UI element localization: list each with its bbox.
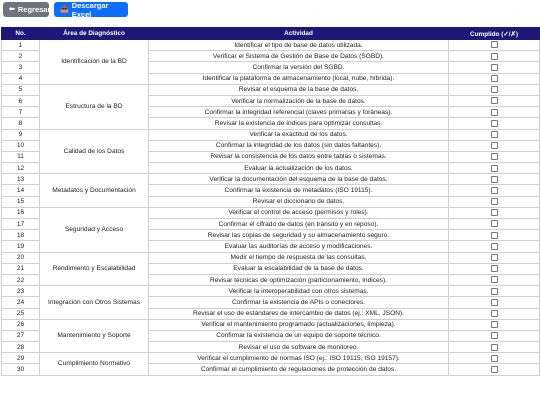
row-number: 15	[2, 196, 40, 207]
completed-cell	[449, 174, 540, 185]
header-completed: Cumplido (✓/✗)	[449, 28, 540, 40]
arrow-left-icon: ⬅	[9, 6, 15, 13]
row-number: 19	[2, 241, 40, 252]
row-number: 7	[2, 107, 40, 118]
diagnostic-area: Identificación de la BD	[40, 40, 149, 85]
activity-cell: Evaluar las auditorías de acceso y modificaciones.	[149, 241, 449, 252]
completed-checkbox[interactable]	[491, 254, 498, 261]
completed-checkbox[interactable]	[491, 366, 498, 373]
diagnostic-area: Seguridad y Acceso	[40, 207, 149, 252]
header-no: No.	[2, 28, 40, 40]
activity-cell: Confirmar la versión del SGBD.	[149, 62, 449, 73]
completed-cell	[449, 107, 540, 118]
row-number: 4	[2, 73, 40, 84]
spreadsheet-icon: 📥	[60, 6, 69, 13]
header-area: Área de Diagnóstico	[40, 28, 149, 40]
row-number: 25	[2, 308, 40, 319]
table-row	[2, 319, 540, 330]
diagnostic-checklist-table	[1, 27, 540, 376]
completed-checkbox[interactable]	[491, 64, 498, 71]
table-row	[2, 174, 540, 185]
row-number: 26	[2, 319, 40, 330]
activity-cell: Verificar la exactitud de los datos.	[149, 129, 449, 140]
completed-cell	[449, 241, 540, 252]
completed-checkbox[interactable]	[491, 97, 498, 104]
completed-checkbox[interactable]	[491, 109, 498, 116]
row-number: 30	[2, 364, 40, 375]
completed-cell	[449, 95, 540, 106]
completed-checkbox[interactable]	[491, 209, 498, 216]
activity-cell: Evaluar la escalabilidad de la base de datos.	[149, 263, 449, 274]
activity-cell: Revisar el uso de estándares de intercambio de datos (ej.: XML, JSON).	[149, 308, 449, 319]
table-row	[2, 84, 540, 95]
activity-cell: Confirmar el cumplimiento de regulaciones de protección de datos.	[149, 364, 449, 375]
completed-cell	[449, 342, 540, 353]
activity-cell: Confirmar la existencia de metadatos (ISO 19115).	[149, 185, 449, 196]
diagnostic-area: Metadatos y Documentación	[40, 174, 149, 208]
completed-checkbox[interactable]	[491, 86, 498, 93]
completed-cell	[449, 151, 540, 162]
diagnostic-area: Cumplimiento Normativo	[40, 353, 149, 375]
diagnostic-area: Rendimiento y Escalabilidad	[40, 252, 149, 286]
completed-checkbox[interactable]	[491, 176, 498, 183]
completed-checkbox[interactable]	[491, 165, 498, 172]
completed-checkbox[interactable]	[491, 120, 498, 127]
completed-checkbox[interactable]	[491, 53, 498, 60]
activity-cell: Confirmar el cifrado de datos (en tránsito y en reposo).	[149, 219, 449, 230]
completed-checkbox[interactable]	[491, 243, 498, 250]
table-row	[2, 252, 540, 263]
download-excel-button[interactable]	[54, 2, 128, 17]
activity-cell: Verificar la interoperabilidad con otros sistemas.	[149, 286, 449, 297]
completed-cell	[449, 330, 540, 341]
activity-cell: Revisar la consistencia de los datos entre tablas o sistemas.	[149, 151, 449, 162]
row-number: 3	[2, 62, 40, 73]
completed-cell	[449, 129, 540, 140]
activity-cell: Identificar la plataforma de almacenamiento (local, nube, híbrida).	[149, 73, 449, 84]
activity-cell: Evaluar la actualización de los datos.	[149, 163, 449, 174]
row-number: 5	[2, 84, 40, 95]
completed-checkbox[interactable]	[491, 198, 498, 205]
header-activity: Actividad	[149, 28, 449, 40]
activity-cell: Revisar el diccionario de datos.	[149, 196, 449, 207]
activity-cell: Verificar el mantenimiento programado (actualizaciones, limpieza).	[149, 319, 449, 330]
completed-cell	[449, 252, 540, 263]
completed-checkbox[interactable]	[491, 321, 498, 328]
completed-cell	[449, 185, 540, 196]
completed-cell	[449, 84, 540, 95]
completed-cell	[449, 219, 540, 230]
activity-cell: Revisar el uso de software de monitoreo.	[149, 342, 449, 353]
row-number: 18	[2, 230, 40, 241]
completed-cell	[449, 163, 540, 174]
activity-cell: Verificar el control de acceso (permisos y roles).	[149, 207, 449, 218]
completed-cell	[449, 286, 540, 297]
activity-cell: Confirmar la integridad referencial (claves primarias y foráneas).	[149, 107, 449, 118]
row-number: 17	[2, 219, 40, 230]
completed-cell	[449, 62, 540, 73]
toolbar	[3, 2, 128, 17]
download-excel-label: Descargar Excel	[71, 0, 109, 19]
row-number: 6	[2, 95, 40, 106]
row-number: 24	[2, 297, 40, 308]
row-number: 16	[2, 207, 40, 218]
row-number: 22	[2, 274, 40, 285]
completed-cell	[449, 274, 540, 285]
completed-cell	[449, 230, 540, 241]
completed-cell	[449, 364, 540, 375]
row-number: 2	[2, 51, 40, 62]
row-number: 10	[2, 140, 40, 151]
activity-cell: Verificar la documentación del esquema de la base de datos.	[149, 174, 449, 185]
row-number: 1	[2, 40, 40, 51]
completed-checkbox[interactable]	[491, 276, 498, 283]
activity-cell: Revisar las copias de seguridad y su almacenamiento seguro.	[149, 230, 449, 241]
diagnostic-area: Integración con Otros Sistemas	[40, 286, 149, 320]
diagnostic-area: Estructura de la BD	[40, 84, 149, 129]
activity-cell: Confirmar la integridad de los datos (sin datos faltantes).	[149, 140, 449, 151]
row-number: 11	[2, 151, 40, 162]
diagnostic-area: Calidad de los Datos	[40, 129, 149, 174]
row-number: 28	[2, 342, 40, 353]
completed-checkbox[interactable]	[491, 288, 498, 295]
back-button-label: Regresar	[17, 5, 51, 14]
completed-checkbox[interactable]	[491, 310, 498, 317]
row-number: 23	[2, 286, 40, 297]
completed-cell	[449, 297, 540, 308]
completed-cell	[449, 73, 540, 84]
activity-cell: Verificar el cumplimiento de normas ISO (ej.: ISO 19115, ISO 19157).	[149, 353, 449, 364]
row-number: 21	[2, 263, 40, 274]
activity-cell: Revisar el esquema de la base de datos.	[149, 84, 449, 95]
row-number: 29	[2, 353, 40, 364]
completed-checkbox[interactable]	[491, 142, 498, 149]
completed-checkbox[interactable]	[491, 265, 498, 272]
table-row	[2, 286, 540, 297]
row-number: 12	[2, 163, 40, 174]
activity-cell: Verificar el Sistema de Gestión de Base de Datos (SGBD).	[149, 51, 449, 62]
activity-cell: Confirmar la existencia de un equipo de soporte técnico.	[149, 330, 449, 341]
activity-cell: Confirmar la existencia de APIs o conectores.	[149, 297, 449, 308]
activity-cell: Revisar la existencia de índices para optimizar consultas.	[149, 118, 449, 129]
completed-checkbox[interactable]	[491, 332, 498, 339]
table-header-row	[2, 28, 540, 40]
row-number: 9	[2, 129, 40, 140]
completed-cell	[449, 51, 540, 62]
table-row	[2, 353, 540, 364]
table-body	[2, 40, 540, 376]
row-number: 8	[2, 118, 40, 129]
completed-checkbox[interactable]	[491, 75, 498, 82]
table-row	[2, 207, 540, 218]
completed-checkbox[interactable]	[491, 299, 498, 306]
completed-cell	[449, 263, 540, 274]
back-button[interactable]	[3, 2, 49, 17]
diagnostic-area: Mantenimiento y Soporte	[40, 319, 149, 353]
activity-cell: Verificar la normalización de la base de datos.	[149, 95, 449, 106]
completed-cell	[449, 118, 540, 129]
row-number: 27	[2, 330, 40, 341]
table-row	[2, 129, 540, 140]
row-number: 20	[2, 252, 40, 263]
completed-checkbox[interactable]	[491, 344, 498, 351]
completed-checkbox[interactable]	[491, 355, 498, 362]
completed-checkbox[interactable]	[491, 153, 498, 160]
completed-cell	[449, 40, 540, 51]
completed-cell	[449, 196, 540, 207]
table-row	[2, 40, 540, 51]
completed-cell	[449, 319, 540, 330]
completed-checkbox[interactable]	[491, 220, 498, 227]
activity-cell: Identificar el tipo de base de datos utilizada.	[149, 40, 449, 51]
completed-checkbox[interactable]	[491, 187, 498, 194]
row-number: 13	[2, 174, 40, 185]
activity-cell: Revisar técnicas de optimización (particionamiento, índices).	[149, 274, 449, 285]
activity-cell: Medir el tiempo de respuesta de las consultas.	[149, 252, 449, 263]
completed-cell	[449, 140, 540, 151]
row-number: 14	[2, 185, 40, 196]
completed-checkbox[interactable]	[491, 41, 498, 48]
completed-cell	[449, 207, 540, 218]
completed-cell	[449, 353, 540, 364]
completed-checkbox[interactable]	[491, 131, 498, 138]
completed-checkbox[interactable]	[491, 232, 498, 239]
completed-cell	[449, 308, 540, 319]
